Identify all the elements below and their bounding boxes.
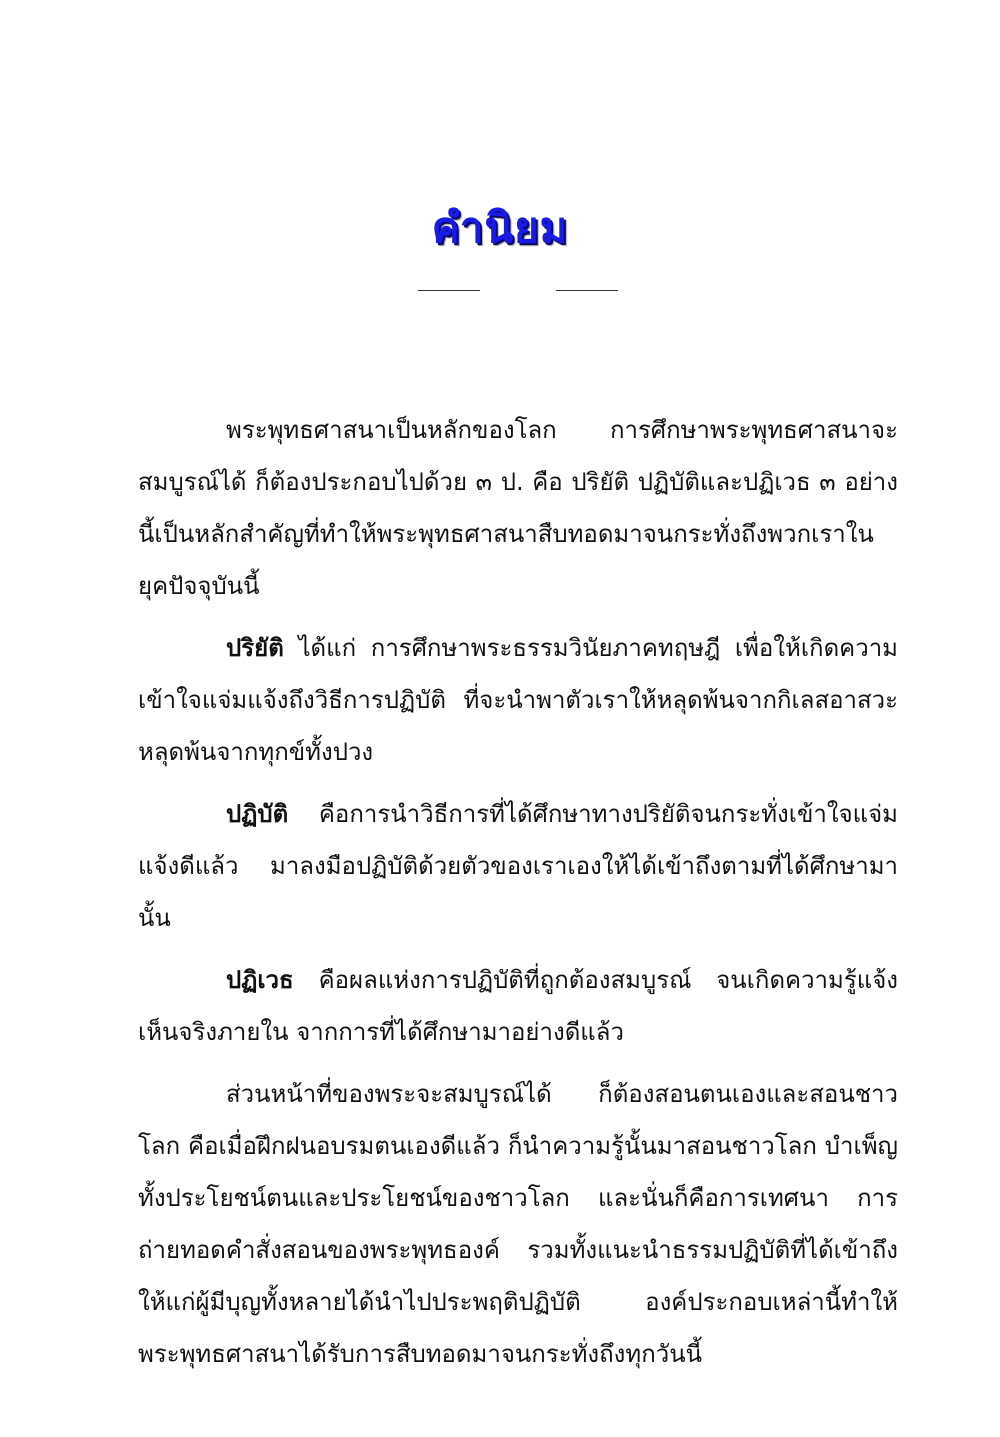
body-text [138, 404, 898, 1390]
paragraph-intro [138, 404, 898, 612]
paragraph-term: ปฏิบัติ [226, 800, 289, 828]
paragraph-text: พระพุทธศาสนาเป็นหลักของโลก การศึกษาพระพุทธศาสนาจะสมบูรณ์ได้ ก็ต้องประกอบไปด้วย ๓ ป. คือ ปริยัติ ปฏิบัติและปฏิเวธ ๓ อย่างนี้เป็นหลักสำคัญที่ทำให้พระพุทธศาสนาสืบทอดมาจนกระทั่งถึงพวกเราในยุคปัจจุบันนี้ [138, 416, 898, 600]
paragraph-text: ส่วนหน้าที่ของพระจะสมบูรณ์ได้ ก็ต้องสอนตนเองและสอนชาวโลก คือเมื่อฝึกฝนอบรมตนเองดีแล้ว ก็นำความรู้นั้นมาสอนชาวโลก บำเพ็ญทั้งประโยชน์ตนและประโยชน์ของชาวโลก และนั่นก็คือการเทศนา การถ่ายทอดคำสั่งสอนของพระพุทธองค์ รวมทั้งแนะนำธรรมปฏิบัติที่ได้เข้าถึงให้แก่ผู้มีบุญทั้งหลายได้นำไปประพฤติปฏิบัติ องค์ประกอบเหล่านี้ทำให้พระพุทธศาสนาได้รับการสืบทอดมาจนกระทั่งถึงทุกวันนี้ [138, 1080, 898, 1368]
paragraph-text: ได้แก่ การศึกษาพระธรรมวินัยภาคทฤษฎี เพื่อให้เกิดความเข้าใจแจ่มแจ้งถึงวิธีการปฏิบัติ ที่จะนำพาตัวเราให้หลุดพ้นจากกิเลสอาสวะ หลุดพ้นจากทุกข์ทั้งปวง [138, 634, 898, 766]
paragraph-pariyatti [138, 622, 898, 778]
paragraph-text: คือผลแห่งการปฏิบัติที่ถูกต้องสมบูรณ์ จนเกิดความรู้แจ้งเห็นจริงภายใน จากการที่ได้ศึกษามาอย่างดีแล้ว [138, 966, 898, 1046]
paragraph-term: ปริยัติ [226, 634, 284, 662]
paragraph-pativedha [138, 954, 898, 1058]
title-underline-left [418, 290, 480, 291]
paragraph-term: ปฏิเวธ [226, 966, 294, 994]
paragraph-patipatti [138, 788, 898, 944]
title-underline-right [556, 290, 618, 291]
paragraph-duties [138, 1068, 898, 1380]
paragraph-text: คือการนำวิธีการที่ได้ศึกษาทางปริยัติจนกระทั่งเข้าใจแจ่มแจ้งดีแล้ว มาลงมือปฏิบัติด้วยตัวของเราเองให้ได้เข้าถึงตามที่ได้ศึกษามานั้น [138, 800, 898, 932]
page-title: คำนิยม [431, 203, 569, 252]
